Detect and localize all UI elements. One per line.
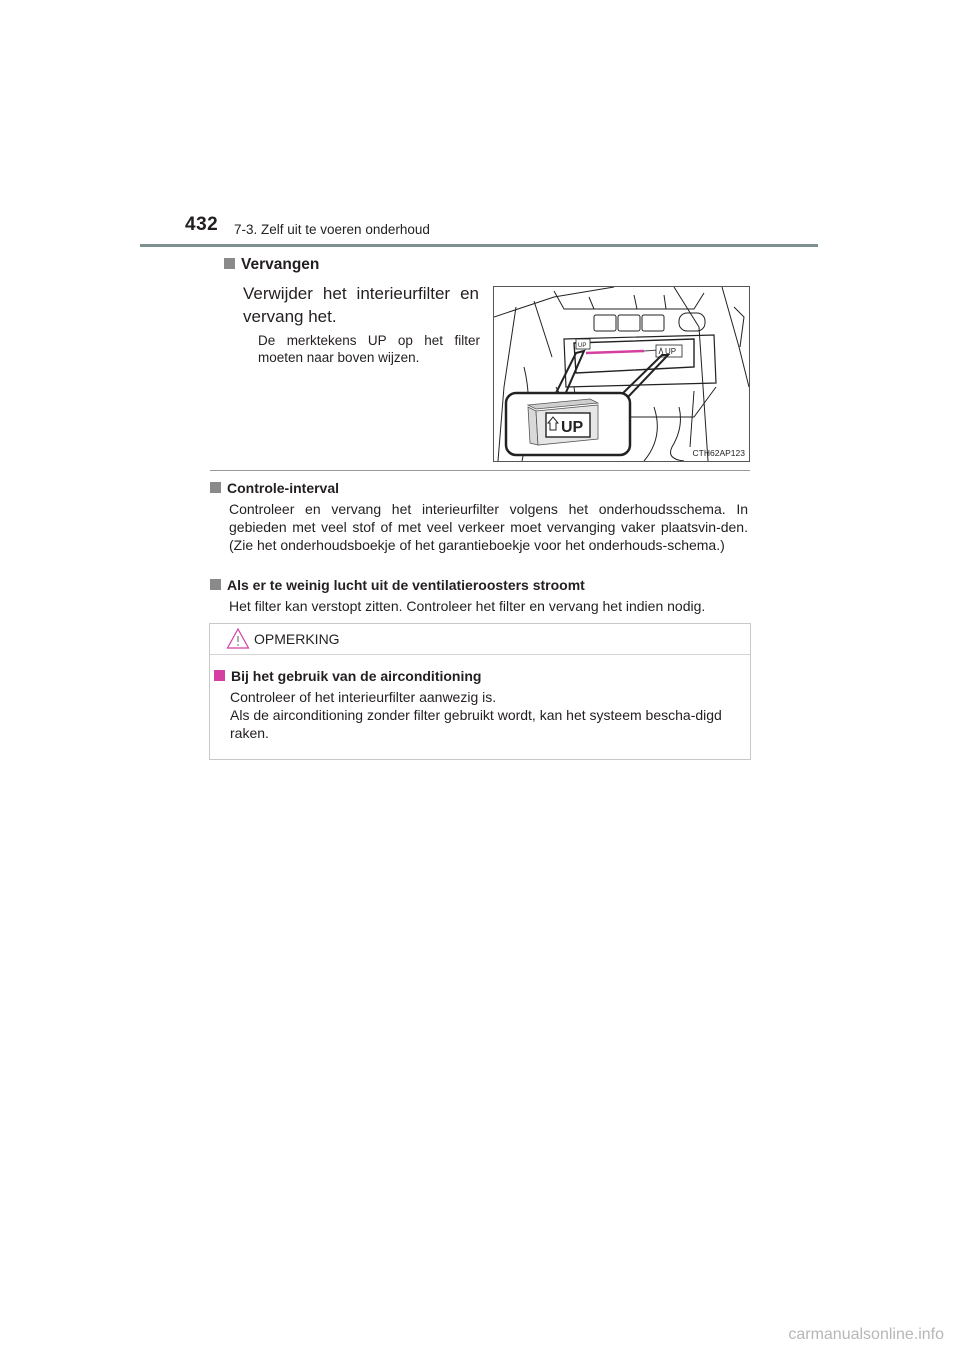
notice-title: OPMERKING — [254, 631, 340, 647]
warning-triangle-icon — [226, 627, 250, 651]
figure-code: CTH62AP123 — [692, 448, 745, 458]
replace-note: De merktekens UP op het filter moeten naar boven wijzen. — [258, 333, 480, 365]
cabin-filter-illustration — [494, 287, 749, 461]
airflow-heading — [210, 577, 585, 593]
footer-logo: carmanualsonline.info — [788, 1326, 944, 1343]
notice-body — [230, 688, 746, 742]
bullet-square-icon — [224, 258, 235, 269]
bullet-square-icon — [210, 482, 221, 493]
interval-heading-text: Controle-interval — [227, 480, 340, 496]
interval-heading — [210, 480, 339, 496]
section-title: 7-3. Zelf uit te voeren onderhoud — [234, 222, 430, 237]
callout-up-label: UP — [561, 419, 584, 436]
filter-up-mark-right: UP — [665, 347, 677, 356]
bullet-square-icon — [210, 579, 221, 590]
notice-separator — [210, 654, 750, 655]
notice-box — [209, 623, 751, 760]
filter-up-mark-left: UP — [578, 343, 587, 349]
airflow-heading-text: Als er te weinig lucht uit de ventilatieroosters stroomt — [227, 577, 585, 593]
cabin-filter-figure — [493, 286, 750, 462]
notice-line-1: Controleer of het interieurfilter aanwezig is. — [230, 689, 497, 705]
notice-line-2: Als de airconditioning zonder filter gebruikt wordt, kan het systeem bescha-digd raken. — [230, 707, 722, 741]
section-divider — [210, 470, 750, 471]
notice-heading-text: Bij het gebruik van de airconditioning — [231, 668, 482, 684]
notice-heading — [214, 668, 481, 684]
bullet-square-icon — [214, 670, 225, 681]
header-rule — [140, 244, 818, 247]
interval-body: Controleer en vervang het interieurfilter volgens het onderhoudsschema. In gebieden met veel stof of met veel verkeer moet vervanging vaker plaatsvin-den. (Zie het onderhoudsboekje of het garantieboekje voor het onderhouds-schema.) — [229, 501, 748, 553]
airflow-body: Het filter kan verstopt zitten. Controleer het filter en vervang het indien nodig. — [229, 598, 706, 614]
replace-heading-text: Vervangen — [241, 256, 320, 273]
page-number: 432 — [185, 214, 219, 235]
filter-cartridge — [574, 339, 694, 373]
replace-heading — [224, 256, 319, 274]
replace-instruction: Verwijder het interieurfilter en vervang het. — [243, 284, 479, 326]
